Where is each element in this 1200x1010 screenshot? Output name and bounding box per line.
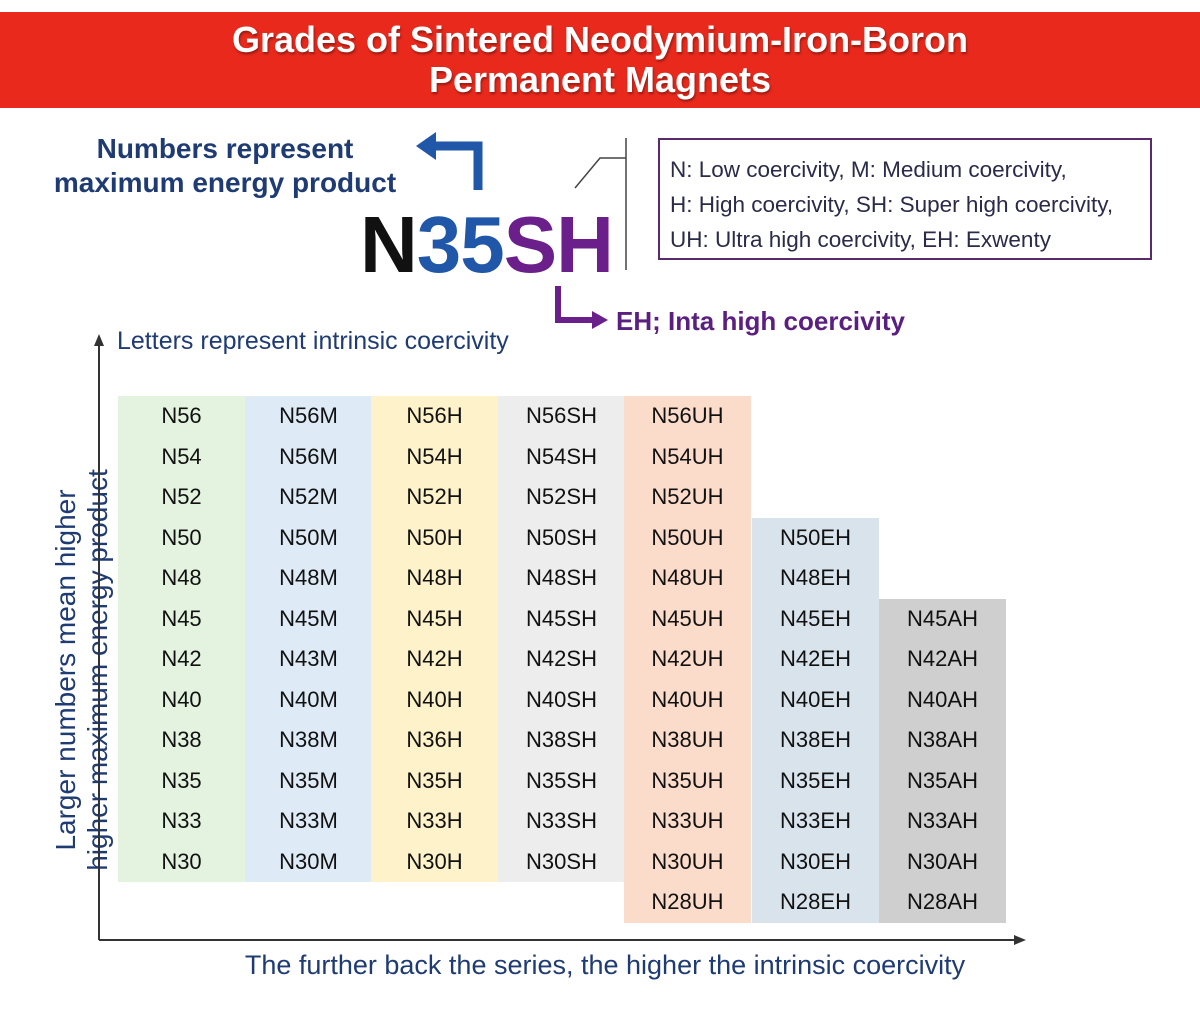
- grade-cell: N56UH: [651, 403, 724, 428]
- grade-cell: N45: [161, 605, 202, 631]
- y-axis-arrow-icon: [94, 334, 104, 346]
- grade-cell: N38AH: [907, 727, 978, 752]
- legend-connector-line: [575, 158, 626, 188]
- grade-cell: N48H: [406, 565, 463, 590]
- code-number: 35: [416, 200, 504, 289]
- grade-cell: N30SH: [526, 848, 597, 874]
- grade-cell: N40SH: [526, 686, 597, 712]
- number-arrow-head-icon: [416, 132, 436, 160]
- grade-cell: N35EH: [780, 767, 851, 793]
- grade-cell: N33SH: [526, 808, 597, 833]
- grade-cell: N38SH: [526, 727, 597, 752]
- grade-cell: N28UH: [651, 889, 724, 914]
- grade-cell: N54UH: [651, 443, 724, 469]
- grade-cell: N40AH: [907, 686, 978, 712]
- grade-cell: N45M: [279, 605, 338, 631]
- grade-cell: N35SH: [526, 767, 597, 793]
- grade-cell: N50SH: [526, 524, 597, 550]
- number-arrow-icon: [432, 146, 478, 190]
- grade-cell: N33M: [279, 808, 338, 833]
- grade-cell: N28EH: [780, 889, 851, 914]
- grade-cell: N42AH: [907, 646, 978, 671]
- grade-cell: N45SH: [526, 605, 597, 631]
- grade-cell: N38M: [279, 727, 338, 752]
- legend-line-1: N: Low coercivity, M: Medium coercivity,: [670, 157, 1067, 182]
- grade-cell: N45EH: [780, 605, 851, 631]
- grade-cell: N52: [161, 484, 202, 509]
- grade-cell: N45AH: [907, 605, 978, 631]
- y-axis-line-2: higher maximum energy product: [82, 469, 113, 871]
- grade-cell: N56H: [406, 403, 463, 428]
- x-axis-arrow-icon: [1014, 935, 1026, 945]
- grade-cell: N52SH: [526, 484, 597, 509]
- grade-cell: N30M: [279, 848, 338, 874]
- grade-cell: N56SH: [526, 403, 597, 428]
- grade-cell: N30EH: [780, 848, 851, 874]
- grade-cell: N50: [161, 524, 202, 550]
- grade-cell: N48UH: [651, 565, 724, 590]
- eh-arrow-head-icon: [592, 311, 608, 329]
- grade-cell: N33: [161, 808, 202, 833]
- grade-cell: N33H: [406, 808, 463, 833]
- grade-cell: N40UH: [651, 686, 724, 712]
- grade-cell: N43M: [279, 646, 338, 671]
- grade-cell: N42H: [406, 646, 463, 671]
- legend-line-3: UH: Ultra high coercivity, EH: Exwenty: [670, 227, 1051, 252]
- grade-cell: N30UH: [651, 848, 724, 874]
- y-axis-line-1: Larger numbers mean higher: [50, 489, 81, 851]
- grade-cell: N30: [161, 848, 202, 874]
- grade-cell: N50M: [279, 524, 338, 550]
- grade-cell: N40H: [406, 686, 463, 712]
- grade-cell: N54: [161, 443, 202, 469]
- code-suffix: SH: [503, 200, 613, 289]
- grade-cell: N33AH: [907, 808, 978, 833]
- grade-cell: N52UH: [651, 484, 724, 509]
- x-axis-label: The further back the series, the higher the intrinsic coercivity: [244, 950, 966, 980]
- grade-cell: N56: [161, 403, 202, 428]
- grade-cell: N50UH: [651, 524, 724, 550]
- grade-cell: N42SH: [526, 646, 597, 671]
- grade-cell: N33EH: [780, 808, 851, 833]
- grade-cell: N56M: [279, 403, 338, 428]
- grade-cell: N35H: [406, 767, 463, 793]
- grade-cell: N50EH: [780, 524, 851, 550]
- title-line-2: Permanent Magnets: [428, 59, 772, 100]
- grade-cell: N54SH: [526, 443, 597, 469]
- grade-cell: N48SH: [526, 565, 597, 590]
- grade-cell: N35: [161, 767, 202, 793]
- grade-cell: N35M: [279, 767, 338, 793]
- title-line-1: Grades of Sintered Neodymium-Iron-Boron: [231, 19, 969, 60]
- grade-cell: N42: [161, 646, 202, 671]
- code-prefix: N: [360, 200, 417, 289]
- grade-cell: N42EH: [780, 646, 851, 671]
- eh-arrow-icon: [558, 286, 594, 320]
- eh-label: EH; Inta high coercivity: [616, 306, 905, 336]
- grade-cell: N52H: [406, 484, 463, 509]
- grade-cell: N40M: [279, 686, 338, 712]
- grade-cell: N45H: [406, 605, 463, 631]
- legend-line-2: H: High coercivity, SH: Super high coercivity,: [670, 192, 1114, 217]
- grade-cell: N28AH: [907, 889, 978, 914]
- grade-cell: N54H: [406, 443, 463, 469]
- grade-cell: N36H: [406, 727, 463, 752]
- grade-cell: N38UH: [651, 727, 724, 752]
- grade-cell: N40EH: [780, 686, 851, 712]
- grade-cell: N56M: [279, 443, 338, 469]
- grade-cell: N40: [161, 686, 202, 712]
- grade-cell: N35UH: [651, 767, 724, 793]
- grade-cell: N38: [161, 727, 202, 752]
- grade-cell: N42UH: [651, 646, 724, 671]
- grade-cell: N45UH: [651, 605, 724, 631]
- number-label-line-2: maximum energy product: [53, 167, 397, 198]
- letters-label: Letters represent intrinsic coercivity: [117, 327, 509, 355]
- grade-cell: N48EH: [780, 565, 851, 590]
- grade-cell: N48: [161, 565, 202, 590]
- grade-cell: N52M: [279, 484, 338, 509]
- grade-cell: N35AH: [907, 767, 978, 793]
- grade-cell: N30AH: [907, 848, 978, 874]
- grade-cell: N48M: [279, 565, 338, 590]
- grade-cell: N33UH: [651, 808, 724, 833]
- number-label-line-1: Numbers represent: [96, 133, 354, 164]
- grade-cell: N50H: [406, 524, 463, 550]
- grade-cell: N30H: [406, 848, 463, 874]
- grade-cell: N38EH: [780, 727, 851, 752]
